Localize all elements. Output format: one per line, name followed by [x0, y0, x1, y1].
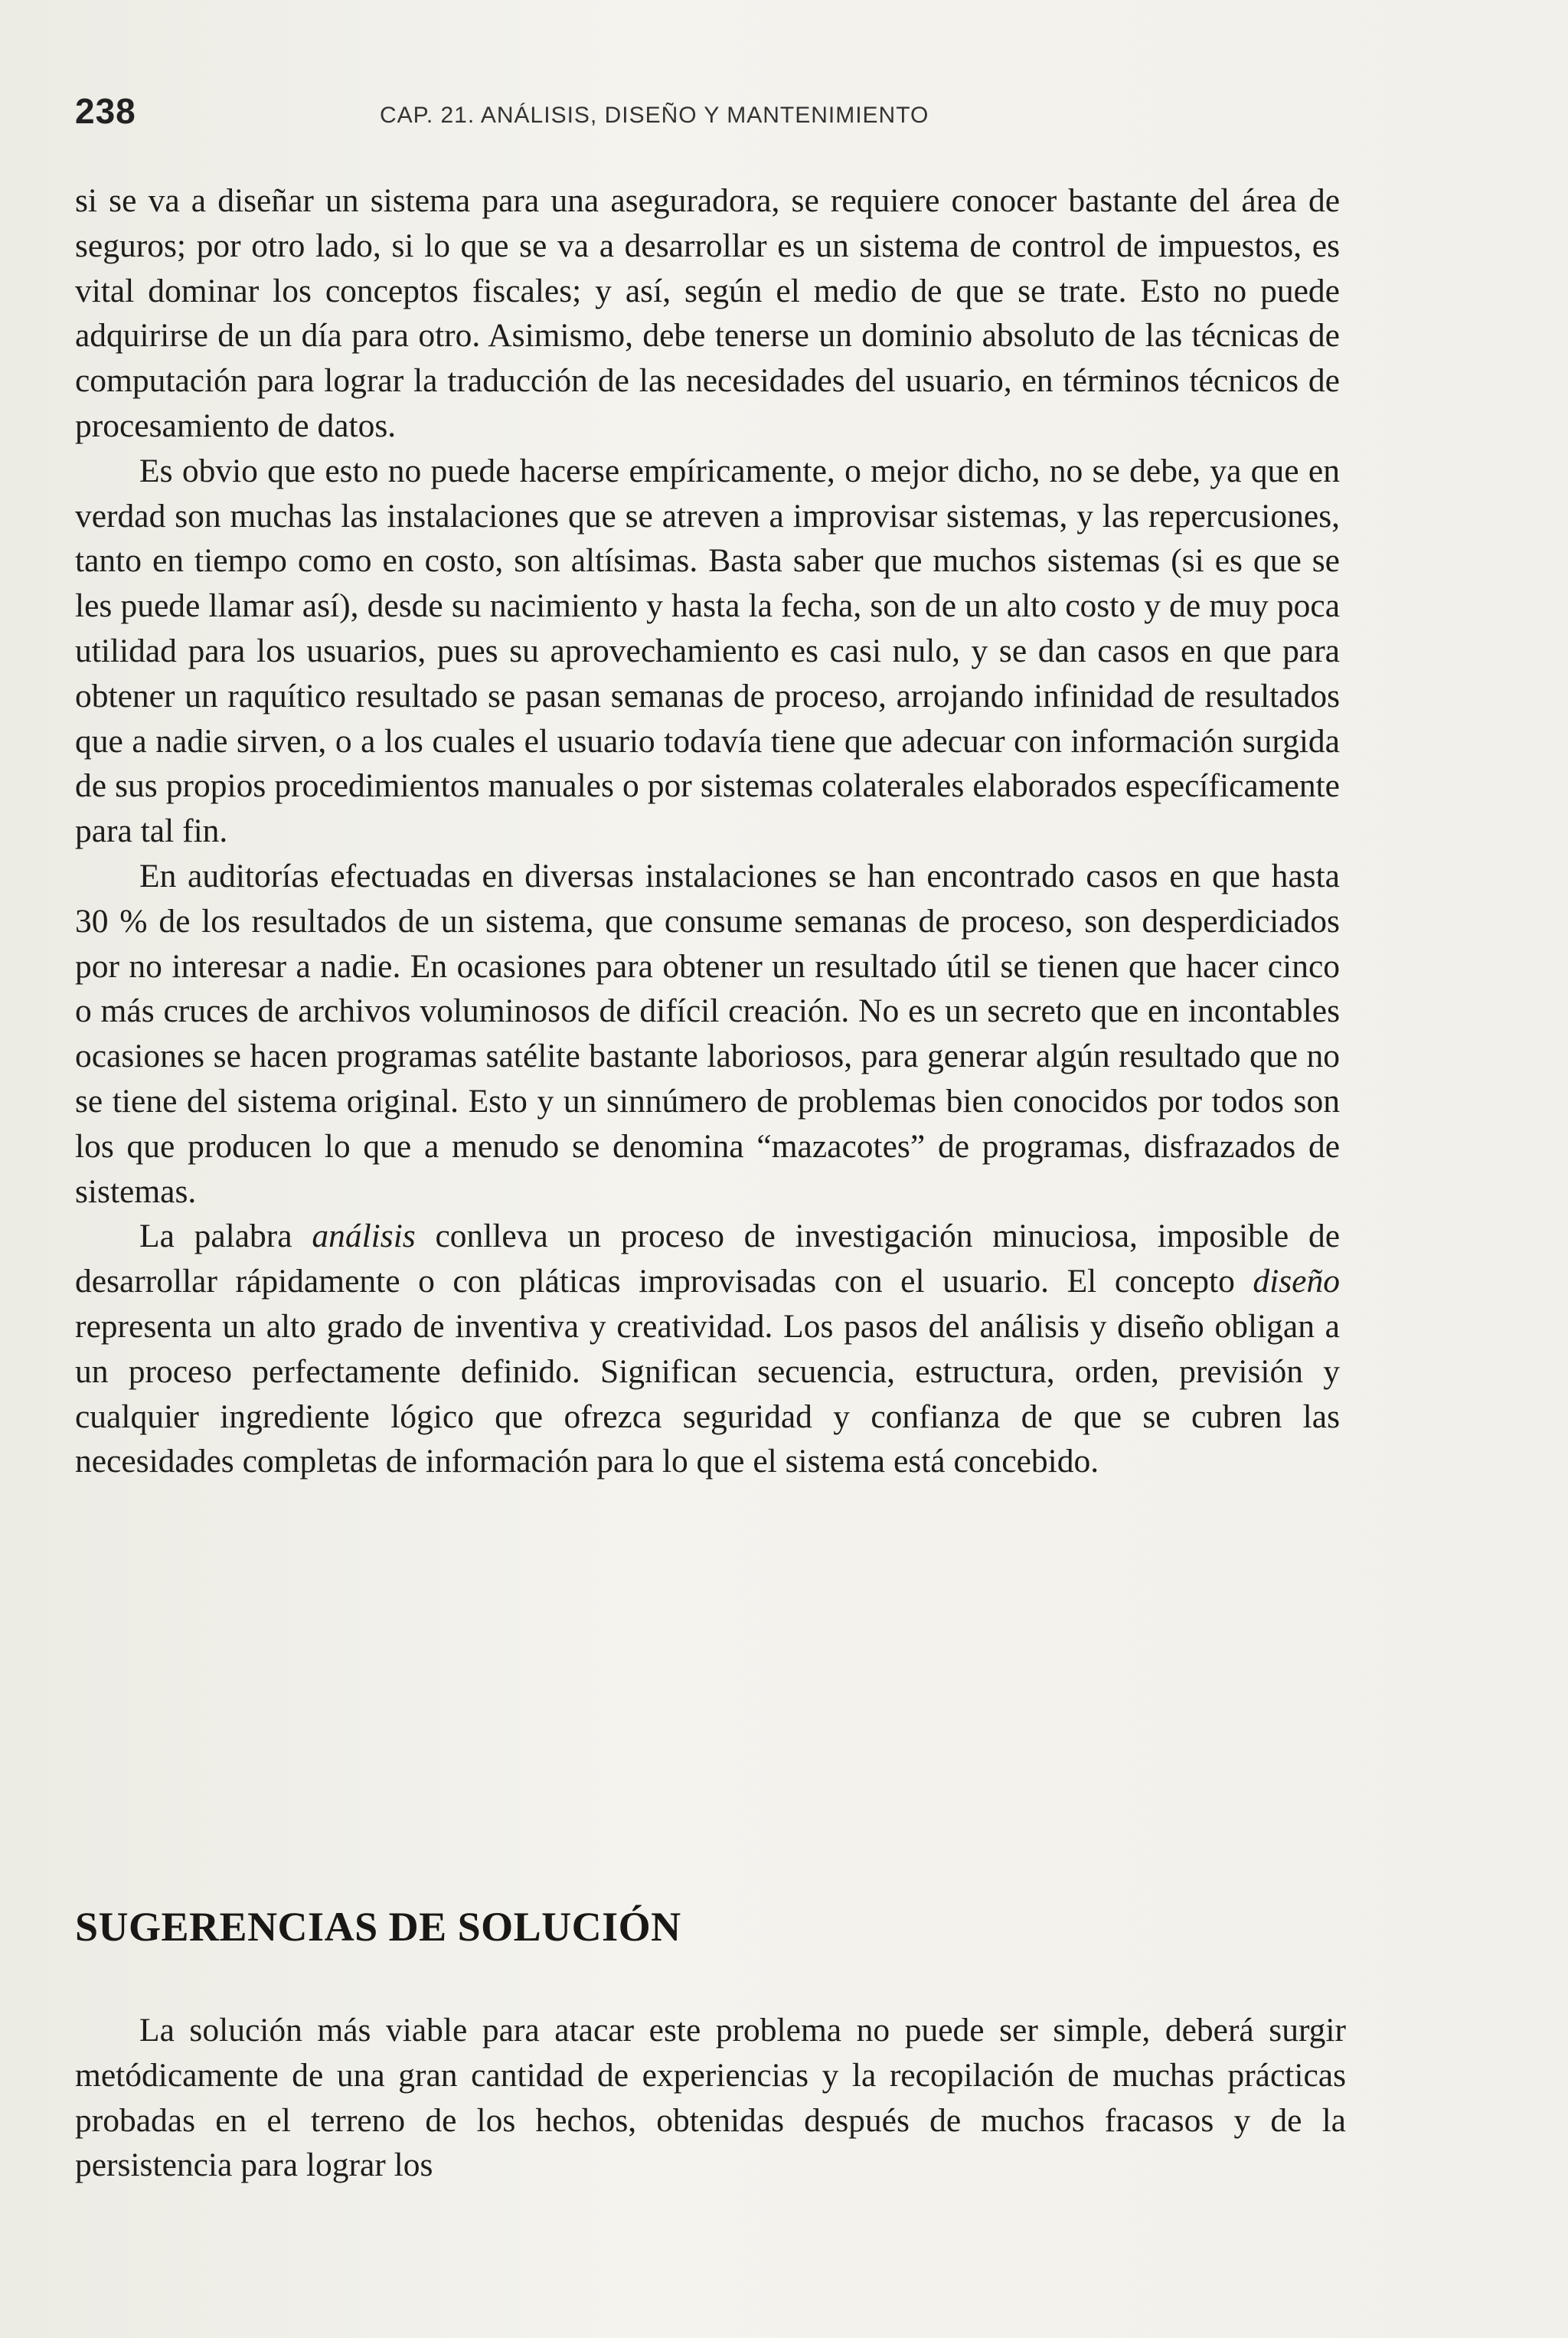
italic-term: análisis: [312, 1218, 416, 1255]
paragraph: La solución más viable para atacar este problema no puede ser simple, deberá surgir metódicamente de una gran cantidad de experiencias y la recopilación de muchas prácticas probadas en el terreno de los hechos, obtenidas después de muchos fracasos y de la persistencia para lograr los: [75, 2012, 1346, 2184]
running-head: CAP. 21. ANÁLISIS, DISEÑO Y MANTENIMIENTO: [380, 103, 929, 128]
page-header: [75, 90, 1338, 144]
paragraph: En auditorías efectuadas en diversas instalaciones se han encontrado casos en que hasta 30 % de los resultados de un sistema, que consume semanas de proceso, son desperdiciados por no interesar a nadie. En ocasiones para obtener un resultado útil se tienen que hacer cinco o más cruces de archivos voluminosos de difícil creación. No es un secreto que en incontables ocasiones se hacen programas satélite bastante laboriosos, para generar algún resultado que no se tiene del sistema original. Esto y un sinnúmero de problemas bien conocidos por todos son los que producen lo que a menudo se denomina “mazacotes” de programas, disfrazados de sistemas.: [75, 857, 1340, 1210]
text-span: La palabra: [139, 1218, 312, 1255]
section-heading: SUGERENCIAS DE SOLUCIÓN: [75, 1904, 681, 1950]
italic-term: diseño: [1253, 1263, 1340, 1300]
paragraph-continued: si se va a diseñar un sistema para una aseguradora, se requiere conocer bastante del área de seguros; por otro lado, si lo que se va a desarrollar es un sistema de control de impuestos, es vital dominar los conceptos fiscales; y así, según el medio de que se trate. Esto no puede adquirirse de un día para otro. Asimismo, debe tenerse un dominio absoluto de las técnicas de computación para lograr la traducción de las necesidades del usuario, en términos técnicos de procesamiento de datos.: [75, 182, 1340, 444]
section-body: [75, 2008, 1346, 2188]
text-span: conlleva un proceso de investigación minuciosa, imposible de desarrollar rápidamente o con pláticas improvisadas con el usuario. El concepto: [75, 1218, 1341, 1300]
text-span: representa un alto grado de inventiva y creatividad. Los pasos del análisis y diseño obligan a un proceso perfectamente definido. Significan secuencia, estructura, orden, previsión y cualquier ingrediente lógico que ofrezca seguridad y confianza de que se cubren las necesidades completas de información para lo que el sistema está concebido.: [75, 1307, 1340, 1480]
paragraph: Es obvio que esto no puede hacerse empíricamente, o mejor dicho, no se debe, ya que en verdad son muchas las instalaciones que se atreven a improvisar sistemas, y las repercusiones, tanto en tiempo como en costo, son altísimas. Basta saber que muchos sistemas (si es que se les puede llamar así), desde su nacimiento y hasta la fecha, son de un alto costo y de muy poca utilidad para los usuarios, pues su aprovechamiento es casi nulo, y se dan casos en que para obtener un raquítico resultado se pasan semanas de proceso, arrojando infinidad de resultados que a nadie sirven, o a los cuales el usuario todavía tiene que adecuar con información surgida de sus propios procedimientos manuales o por sistemas colaterales elaborados específicamente para tal fin.: [75, 452, 1340, 850]
body-text: [75, 178, 1340, 1484]
page-number: 238: [75, 91, 136, 131]
paragraph-analysis-design: [75, 1214, 1340, 1484]
